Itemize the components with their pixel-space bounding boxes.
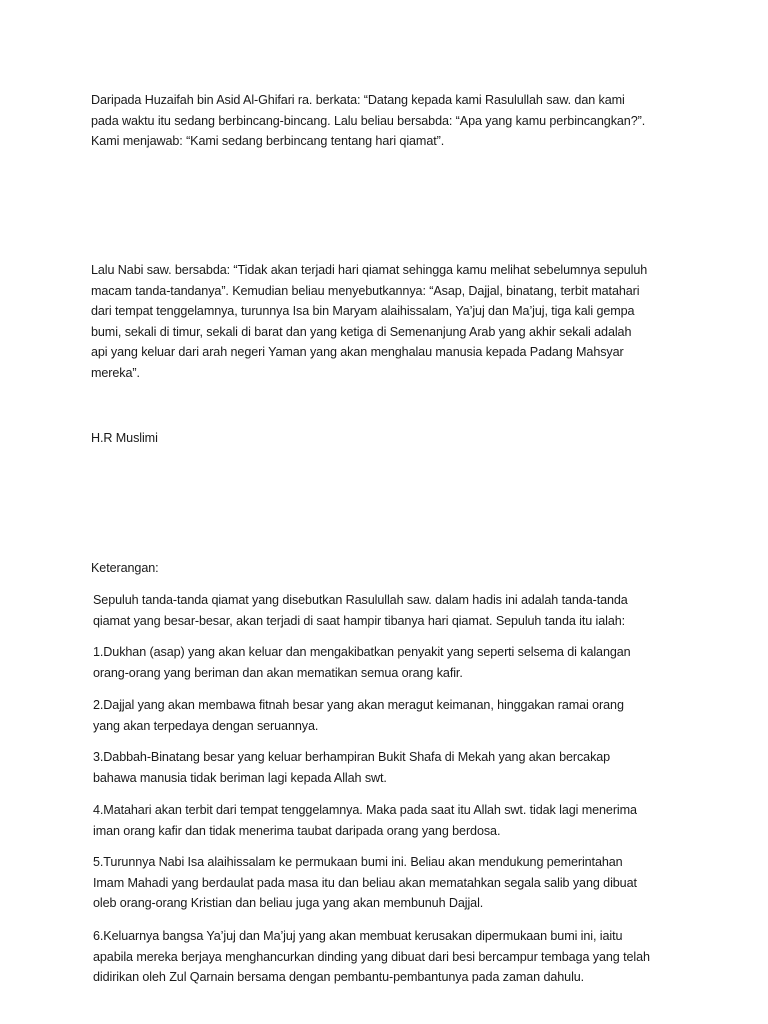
list-item-2 <box>93 695 693 736</box>
list-item-1 <box>93 642 693 683</box>
text-line: iman orang kafir dan tidak menerima taubat daripada orang yang berdosa. <box>93 823 501 838</box>
text-line: 6.Keluarnya bangsa Ya’juj dan Ma’juj yang akan membuat kerusakan dipermukaan bumi ini, iaitu <box>93 929 623 943</box>
text-line: 5.Turunnya Nabi Isa alaihissalam ke permukaan bumi ini. Beliau akan mendukung pemerintahan <box>93 855 623 869</box>
text-line: Kami menjawab: “Kami sedang berbincang tentang hari qiamat”. <box>91 134 445 149</box>
text-line: pada waktu itu sedang berbincang-bincang. Lalu beliau bersabda: “Apa yang kamu perbincangkan?”. <box>91 113 646 128</box>
list-item-3 <box>93 747 693 788</box>
text-line: Sepuluh tanda-tanda qiamat yang disebutkan Rasulullah saw. dalam hadis ini adalah tanda-tanda <box>93 593 628 607</box>
text-line: oleb orang-orang Kristian dan beliau juga yang akan membunuh Dajjal. <box>93 896 484 911</box>
text-line: orang-orang yang beriman dan akan mematikan semua orang kafir. <box>93 665 463 680</box>
text-line: apabila mereka berjaya menghancurkan dinding yang dibuat dari besi bercampur tembaga yang telah <box>93 949 650 964</box>
text-line: bahawa manusia tidak beriman lagi kepada Allah swt. <box>93 770 387 785</box>
text-line: 1.Dukhan (asap) yang akan keluar dan mengakibatkan penyakit yang seperti selsema di kalangan <box>93 645 631 659</box>
text-line: 2.Dajjal yang akan membawa fitnah besar yang akan meragut keimanan, hinggakan ramai orang <box>93 698 624 712</box>
text-line: 3.Dabbah-Binatang besar yang keluar berhampiran Bukit Shafa di Mekah yang akan bercakap <box>93 750 611 764</box>
text-line: mereka”. <box>91 365 140 380</box>
text-line: qiamat yang besar-besar, akan terjadi di saat hampir tibanya hari qiamat. Sepuluh tanda itu ialah: <box>93 613 626 628</box>
explanation-intro <box>93 590 693 631</box>
text-line: bumi, sekali di timur, sekali di barat dan yang ketiga di Semenanjung Arab yang akhir sekali adalah <box>91 324 632 339</box>
hadith-source: H.R Muslimi <box>91 431 158 445</box>
text-line: Lalu Nabi saw. bersabda: “Tidak akan terjadi hari qiamat sehingga kamu melihat sebelumnya sepuluh <box>91 263 648 277</box>
text-line: didirikan oleh Zul Qarnain bersama dengan pembantu-pembantunya pada zaman dahulu. <box>93 970 585 985</box>
hadith-prophet-saying-paragraph <box>91 260 691 384</box>
text-line: dari tempat tenggelamnya, turunnya Isa bin Maryam alaihissalam, Ya’juj dan Ma’juj, tiga kali gempa <box>91 304 635 319</box>
text-line: 4.Matahari akan terbit dari tempat tenggelamnya. Maka pada saat itu Allah swt. tidak lagi menerima <box>93 803 637 817</box>
text-line: yang akan terpedaya dengan seruannya. <box>93 718 319 733</box>
list-item-5 <box>93 852 693 914</box>
text-line: macam tanda-tandanya”. Kemudian beliau menyebutkannya: “Asap, Dajjal, binatang, terbit matahari <box>91 283 640 298</box>
text-line: Daripada Huzaifah bin Asid Al-Ghifari ra. berkata: “Datang kepada kami Rasulullah saw. dan kami <box>91 93 625 107</box>
text-line: api yang keluar dari arah negeri Yaman yang akan menghalau manusia kepada Padang Mahsyar <box>91 345 624 360</box>
hadith-opening-paragraph <box>91 90 691 152</box>
text-line: Imam Mahadi yang berdaulat pada masa itu dan beliau akan mematahkan segala salib yang dibuat <box>93 875 637 890</box>
list-item-6 <box>93 926 693 988</box>
list-item-4 <box>93 800 693 841</box>
keterangan-heading: Keterangan: <box>91 561 159 575</box>
